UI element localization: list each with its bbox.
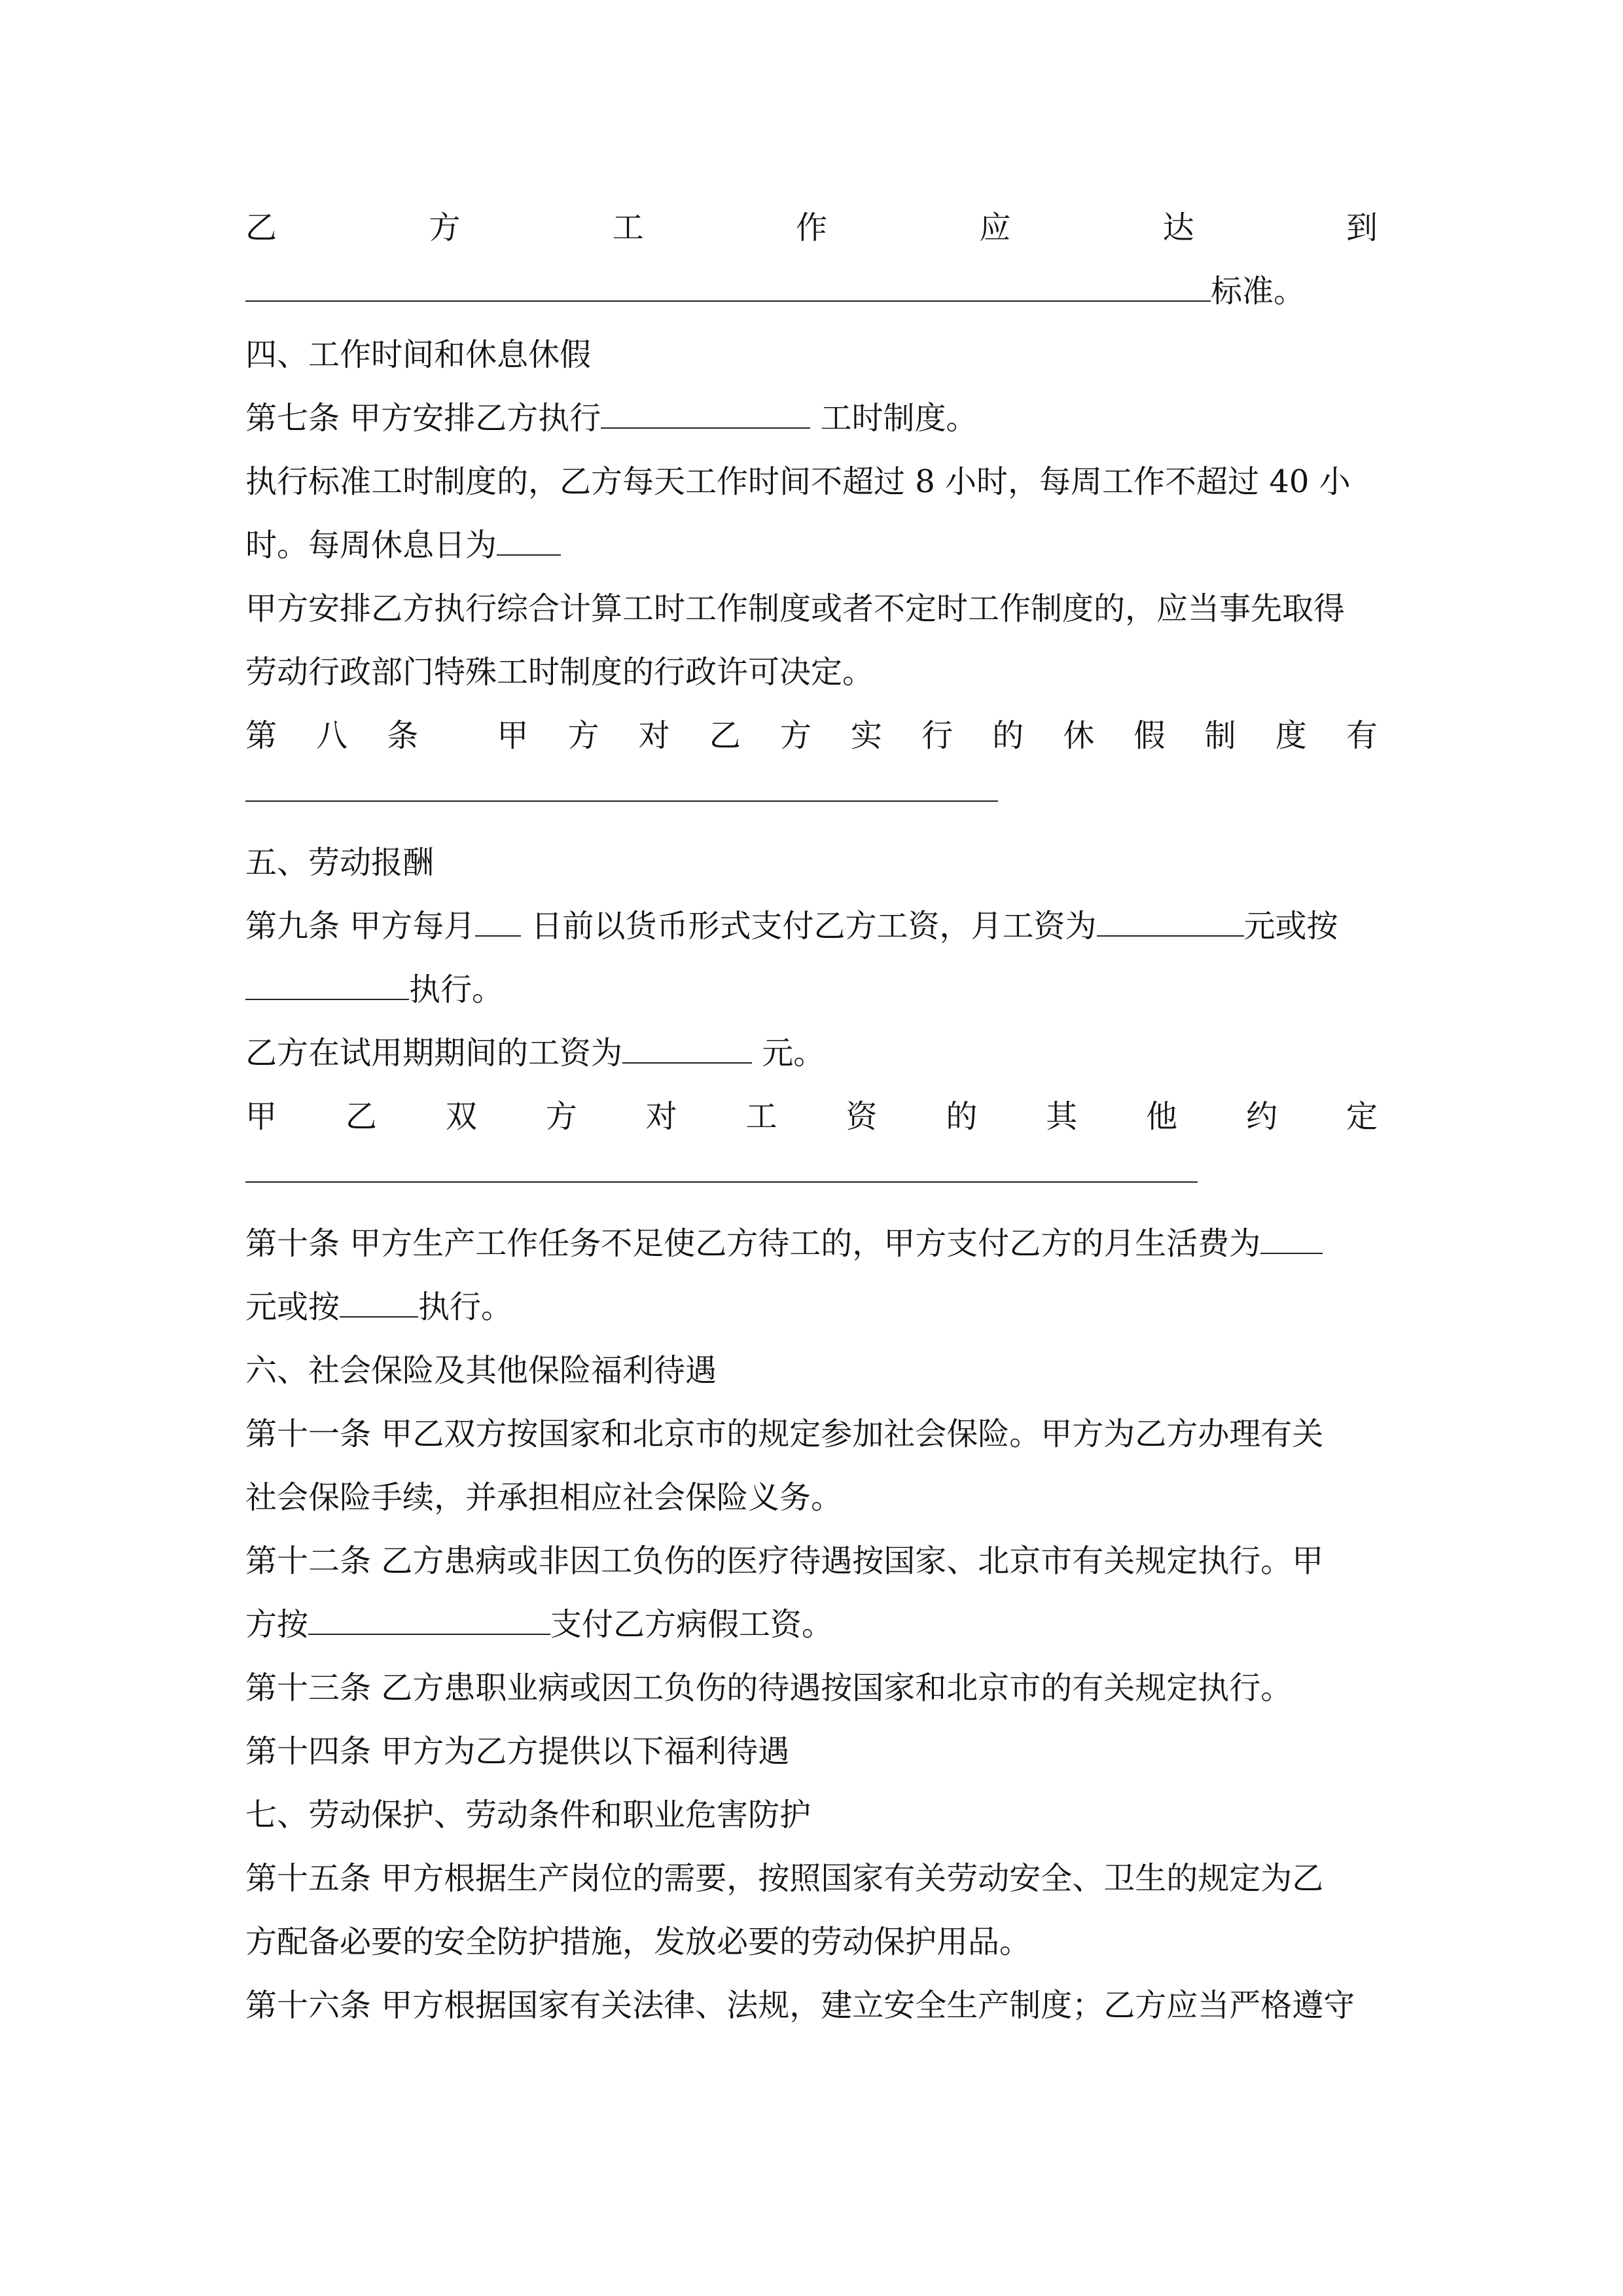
spread-char: 他 xyxy=(1146,1098,1178,1135)
fill-blank xyxy=(601,389,810,429)
fill-blank xyxy=(245,800,998,802)
spread-char: 休 xyxy=(1063,717,1095,754)
spread-char: 的 xyxy=(992,717,1024,754)
spread-char: 定 xyxy=(1346,1098,1378,1135)
rule-line xyxy=(245,1149,1378,1212)
spread-char: 甲 xyxy=(497,717,529,754)
spread-char: 到 xyxy=(1346,209,1378,246)
work-standard-blank-line xyxy=(245,260,1378,323)
section-heading: 五、劳动报酬 xyxy=(245,844,435,881)
article-10 xyxy=(245,1212,1378,1276)
fill-blank xyxy=(1260,1215,1323,1254)
paragraph-line: 第十六条 甲方根据国家有关法律、法规，建立安全生产制度；乙方应当严格遵守 xyxy=(245,1987,1355,2024)
paragraph-text: 时。每周休息日为 xyxy=(245,527,497,564)
rule-line xyxy=(245,768,1378,831)
spread-char: 其 xyxy=(1046,1098,1078,1135)
article-10-cont xyxy=(245,1276,1378,1339)
spread-char: 双 xyxy=(445,1098,477,1135)
spread-char: 行 xyxy=(921,717,954,754)
paragraph-line: 劳动行政部门特殊工时制度的行政许可决定。 xyxy=(245,654,874,691)
article-text: 第七条 甲方安排乙方执行 xyxy=(245,400,601,437)
fill-blank xyxy=(245,262,1211,302)
spread-char: 甲 xyxy=(245,1098,277,1135)
spread-char: 第 xyxy=(245,717,277,754)
article-text: 日前以货币形式支付乙方工资，月工资为 xyxy=(521,908,1097,944)
spread-char: 工 xyxy=(612,209,644,246)
paragraph-line: 第十一条 甲乙双方按国家和北京市的规定参加社会保险。甲方为乙方办理有关 xyxy=(245,1416,1324,1452)
fill-blank xyxy=(245,961,409,1000)
article-text: 执行。 xyxy=(409,971,504,1008)
paragraph-text: 乙方在试用期期间的工资为 xyxy=(245,1035,623,1071)
fill-blank xyxy=(340,1278,418,1318)
fill-blank xyxy=(497,516,561,556)
work-standard-line xyxy=(245,196,1378,260)
section-heading: 七、劳动保护、劳动条件和职业危害防护 xyxy=(245,1797,812,1833)
article-9 xyxy=(245,895,1378,958)
fill-blank xyxy=(308,1596,550,1635)
spread-char: 方 xyxy=(567,717,599,754)
probation-wage xyxy=(245,1022,1378,1085)
contract-body xyxy=(245,196,1378,2037)
spread-char: 度 xyxy=(1275,717,1307,754)
paragraph-line: 第十二条 乙方患病或非因工负伤的医疗待遇按国家、北京市有关规定执行。甲 xyxy=(245,1543,1324,1579)
paragraph-line: 甲方安排乙方执行综合计算工时工作制度或者不定时工作制度的，应当事先取得 xyxy=(245,590,1346,627)
spread-char: 制 xyxy=(1204,717,1236,754)
spread-char: 约 xyxy=(1246,1098,1278,1135)
paragraph-text: 元。 xyxy=(752,1035,825,1071)
article-text: 元或按 xyxy=(245,1289,340,1325)
spread-char: 资 xyxy=(846,1098,878,1135)
fill-blank xyxy=(1097,897,1244,937)
article-text: 方按 xyxy=(245,1606,309,1643)
paragraph-line: 执行标准工时制度的，乙方每天工作时间不超过 8 小时，每周工作不超过 40 小 xyxy=(245,463,1351,500)
spread-char: 方 xyxy=(779,717,812,754)
spread-char: 工 xyxy=(745,1098,777,1135)
fill-blank xyxy=(475,897,521,937)
spread-char: 实 xyxy=(851,717,883,754)
fill-blank xyxy=(622,1024,752,1064)
fill-blank xyxy=(245,1181,1198,1183)
article-text: 元或按 xyxy=(1243,908,1338,944)
paragraph-line xyxy=(245,514,1378,577)
spread-char: 的 xyxy=(946,1098,978,1135)
article-text: 执行。 xyxy=(418,1289,513,1325)
other-wage-terms xyxy=(245,1085,1378,1149)
article-text: 工时制度。 xyxy=(810,400,978,437)
section-heading: 六、社会保险及其他保险福利待遇 xyxy=(245,1352,717,1389)
article-9-cont xyxy=(245,958,1378,1022)
article-text: 第九条 甲方每月 xyxy=(245,908,476,944)
standard-text: 标准。 xyxy=(1211,273,1306,310)
spread-char: 有 xyxy=(1346,717,1378,754)
spread-char: 乙 xyxy=(245,209,277,246)
paragraph-line: 第十五条 甲方根据生产岗位的需要，按照国家有关劳动安全、卫生的规定为乙 xyxy=(245,1860,1324,1897)
spread-char: 假 xyxy=(1133,717,1166,754)
article-7 xyxy=(245,387,1378,450)
paragraph-line: 第十三条 乙方患职业病或因工负伤的待遇按国家和北京市的有关规定执行。 xyxy=(245,1670,1293,1706)
spread-char: 对 xyxy=(645,1098,677,1135)
spread-char: 对 xyxy=(638,717,670,754)
spread-char: 条 xyxy=(387,717,419,754)
paragraph-line: 社会保险手续，并承担相应社会保险义务。 xyxy=(245,1479,843,1516)
paragraph-line: 第十四条 甲方为乙方提供以下福利待遇 xyxy=(245,1733,790,1770)
article-8 xyxy=(245,704,1378,768)
article-text: 支付乙方病假工资。 xyxy=(550,1606,834,1643)
article-12-cont xyxy=(245,1593,1378,1657)
spread-char: 作 xyxy=(795,209,827,246)
spread-char: 方 xyxy=(429,209,461,246)
spread-char: 达 xyxy=(1162,209,1194,246)
spread-char: 方 xyxy=(545,1098,577,1135)
article-text: 第十条 甲方生产工作任务不足使乙方待工的，甲方支付乙方的月生活费为 xyxy=(245,1225,1261,1262)
section-heading: 四、工作时间和休息休假 xyxy=(245,336,592,373)
paragraph-line: 方配备必要的安全防护措施，发放必要的劳动保护用品。 xyxy=(245,1924,1031,1960)
spread-char: 应 xyxy=(979,209,1011,246)
spread-char: 乙 xyxy=(345,1098,377,1135)
spread-char: 八 xyxy=(316,717,348,754)
spread-char: 乙 xyxy=(709,717,741,754)
